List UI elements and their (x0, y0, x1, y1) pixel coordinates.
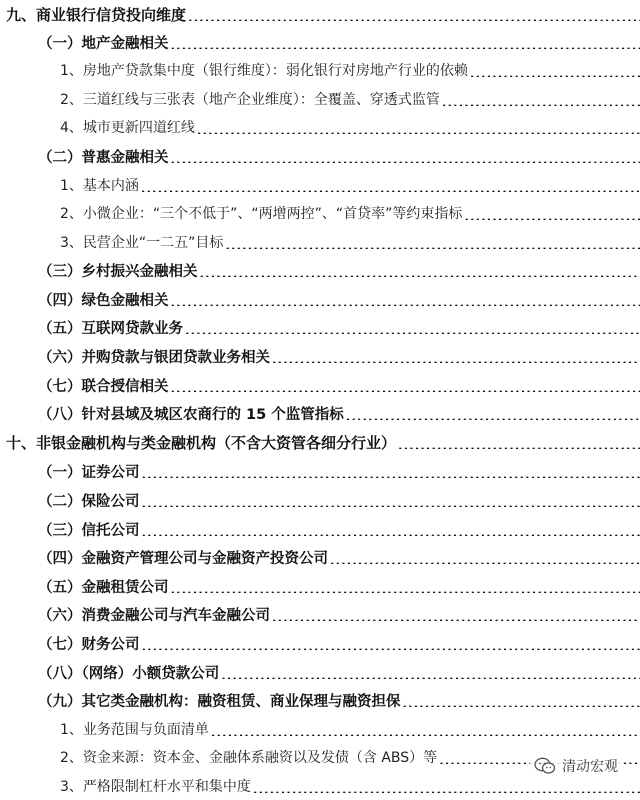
dot-leader (253, 787, 640, 793)
toc-entry-text: （三）乡村振兴金融相关 (38, 263, 198, 280)
dot-leader (197, 128, 640, 134)
dot-leader (141, 186, 640, 192)
toc-section[interactable] (0, 371, 640, 399)
toc-subsection[interactable] (0, 715, 640, 743)
dot-leader (171, 43, 640, 49)
toc-entry-text: 1、基本内涵 (60, 178, 139, 194)
toc-entry-text: 2、资金来源：资本金、金融体系融资以及发债（含 ABS）等 (60, 750, 438, 766)
toc-entry-text: （一）地产金融相关 (38, 35, 169, 52)
toc-section[interactable] (0, 629, 640, 657)
toc-section[interactable] (0, 399, 640, 427)
toc-section[interactable] (0, 342, 640, 370)
dot-leader (398, 443, 640, 449)
dot-leader (185, 328, 640, 334)
dot-leader (330, 558, 640, 564)
toc-entry-text: （七）联合授信相关 (38, 378, 169, 395)
toc-section[interactable] (0, 515, 640, 543)
toc-section[interactable] (0, 28, 640, 56)
dot-leader (142, 501, 640, 507)
dot-leader (171, 587, 640, 593)
dot-leader (470, 71, 640, 77)
toc-entry-text: 九、商业银行信贷投向维度 (6, 5, 187, 24)
toc-entry-text: 2、小微企业：“三个不低于”、“两增两控”、“首贷率”等约束指标 (60, 206, 463, 222)
toc-entry-text: （四）绿色金融相关 (38, 292, 169, 309)
toc-entry-text: 3、严格限制杠杆水平和集中度 (60, 779, 251, 795)
dot-leader (272, 357, 640, 363)
dot-leader (221, 673, 640, 679)
toc-section[interactable] (0, 600, 640, 628)
toc-subsection[interactable] (0, 56, 640, 84)
toc-entry-text: （八）（网络）小额贷款公司 (38, 665, 220, 682)
toc-section[interactable] (0, 658, 640, 686)
toc-subsection[interactable] (0, 85, 640, 113)
toc-entry-text: （六）消费金融公司与汽车金融公司 (38, 607, 270, 624)
dot-leader (171, 386, 640, 392)
toc-entry-text: （二）保险公司 (38, 493, 140, 510)
toc-section[interactable] (0, 457, 640, 485)
toc-entry-text: （八）针对县域及城区农商行的 15 个监管指标 (38, 406, 344, 423)
watermark-text: 清动宏观 (562, 759, 618, 775)
dot-leader (200, 271, 640, 277)
toc-section[interactable] (0, 543, 640, 571)
toc-entry-text: （四）金融资产管理公司与金融资产投资公司 (38, 550, 328, 567)
toc-entry-text: （一）证券公司 (38, 464, 140, 481)
dot-leader (403, 701, 640, 707)
toc-entry-text: （二）普惠金融相关 (38, 149, 169, 166)
toc-subsection[interactable] (0, 199, 640, 227)
toc-entry-text: 十、非银金融机构与类金融机构（不含大资管各细分行业） (6, 433, 397, 452)
toc-chapter[interactable] (0, 428, 640, 456)
dot-leader (464, 214, 640, 220)
toc-subsection[interactable] (0, 171, 640, 199)
toc-entry-text: （七）财务公司 (38, 636, 140, 653)
toc-subsection[interactable] (0, 113, 640, 141)
toc-section[interactable] (0, 256, 640, 284)
toc-section[interactable] (0, 285, 640, 313)
toc-section[interactable] (0, 486, 640, 514)
toc-entry-text: （五）互联网贷款业务 (38, 320, 183, 337)
toc-section[interactable] (0, 313, 640, 341)
dot-leader (272, 615, 640, 621)
toc-section[interactable] (0, 686, 640, 714)
dot-leader (225, 243, 640, 249)
toc-entry-text: 4、城市更新四道红线 (60, 120, 195, 136)
toc-entry-text: 3、民营企业“一二五”目标 (60, 235, 224, 251)
watermark (530, 754, 622, 778)
toc-subsection[interactable] (0, 228, 640, 256)
dot-leader (211, 730, 640, 736)
toc-entry-text: （六）并购贷款与银团贷款业务相关 (38, 349, 270, 366)
toc-chapter[interactable] (0, 0, 640, 28)
toc-entry-text: 1、房地产贷款集中度（银行维度）：弱化银行对房地产行业的依赖 (60, 63, 468, 79)
toc-entry-text: 2、三道红线与三张表（地产企业维度）：全覆盖、穿透式监管 (60, 92, 440, 108)
dot-leader (171, 300, 640, 306)
toc-section[interactable] (0, 142, 640, 170)
dot-leader (188, 15, 640, 21)
dot-leader (142, 472, 640, 478)
toc-entry-text: （九）其它类金融机构：融资租赁、商业保理与融资担保 (38, 693, 401, 710)
dot-leader (142, 644, 640, 650)
dot-leader (171, 157, 640, 163)
toc-entry-text: 1、业务范围与负面清单 (60, 722, 209, 738)
toc-entry-text: （五）金融租赁公司 (38, 579, 169, 596)
toc-entry-text: （三）信托公司 (38, 522, 140, 539)
dot-leader (346, 414, 640, 420)
dot-leader (442, 100, 640, 106)
dot-leader (142, 530, 640, 536)
toc-section[interactable] (0, 572, 640, 600)
wechat-icon (534, 757, 556, 775)
